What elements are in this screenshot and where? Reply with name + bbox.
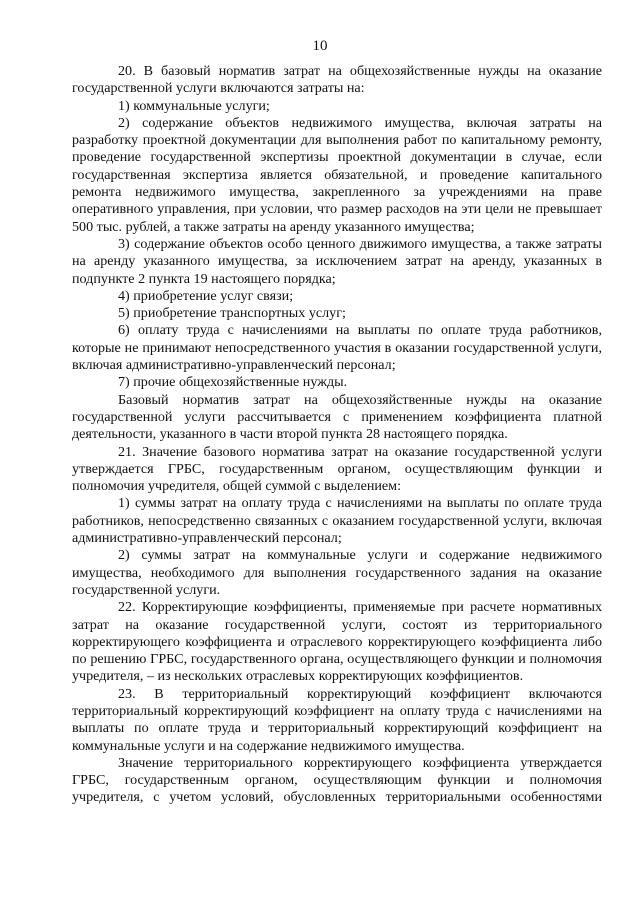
list-item-4: 4) приобретение услуг связи; <box>118 287 294 304</box>
list-item-2: 2) содержание объектов недвижимого имущества, включая затраты на разработку проектной документации для выполнения работ по капитальному ремонту, проведение государственной экспертизы проектной документации в случае, если государственная экспертиза является обязательной, и проведение капитального ремонта недвижимого имущества, закрепленного за учреждениями на праве оперативного управления, при условии, что размер расходов на эти цели не превышает 500 тыс. рублей, а также затраты на аренду указанного имущества; <box>72 114 602 235</box>
paragraph-20: 20. В базовый норматив затрат на общехозяйственные нужды на оказание государственной услуги включаются затраты на: <box>72 63 602 97</box>
list-item-5: 5) приобретение транспортных услуг; <box>118 305 346 322</box>
list-item-3: 3) содержание объектов особо ценного движимого имущества, а также затраты на аренду указанного имущества, за исключением затрат на аренду, указанных в подпункте 2 пункта 19 настоящего порядка; <box>72 235 602 287</box>
list-item-21-2: 2) суммы затрат на коммунальные услуги и содержание недвижимого имущества, необходимого для выполнения государственного задания на оказание государственной услуги. <box>72 547 602 598</box>
paragraph-22: 22. Корректирующие коэффициенты, применяемые при расчете нормативных затрат на оказание государственной услуги, состоят из территориального корректирующего коэффициента и отраслевого корректирующего коэффициента либо по решению ГРБС, государственного органа, осуществляющего функции и полномочия учредителя, – из нескольких отраслевых корректирующих коэффициентов. <box>72 599 602 685</box>
list-item-7: 7) прочие общехозяйственные нужды. <box>118 374 348 391</box>
list-item-1: 1) коммунальные услуги; <box>118 97 270 114</box>
list-item-6: 6) оплату труда с начислениями на выплаты по оплате труда работников, которые не принимают непосредственного участия в оказании государственной услуги, включая административно-управленческий персонал; <box>72 322 602 374</box>
paragraph-base-norm: Базовый норматив затрат на общехозяйственные нужды на оказание государственной услуги рассчитывается с применением коэффициента платной деятельности, указанного в части второй пункта 28 настоящего порядка. <box>72 391 602 443</box>
paragraph-23: 23. В территориальный корректирующий коэффициент включаются территориальный корректирующий коэффициент на оплату труда с начислениями на выплаты по оплате труда и территориальный корректирующий коэффициент на коммунальные услуги и на содержание недвижимого имущества. <box>72 685 602 754</box>
document-body <box>72 63 602 807</box>
paragraph-territorial-value: Значение территориального корректирующего коэффициента утверждается ГРБС, государственным органом, осуществляющим функции и полномочия учредителя, с учетом условий, обусловленных территориальными особенностями <box>72 754 602 806</box>
paragraph-21: 21. Значение базового норматива затрат на оказание государственной услуги утверждается ГРБС, государственным органом, осуществляющим функции и полномочия учредителя, общей суммой с выделением: <box>72 443 602 495</box>
page-number: 10 <box>312 38 328 54</box>
list-item-21-1: 1) суммы затрат на оплату труда с начислениями на выплаты по оплате труда работников, непосредственно связанных с оказанием государственной услуги, включая административно-управленческий персонал; <box>72 495 602 547</box>
